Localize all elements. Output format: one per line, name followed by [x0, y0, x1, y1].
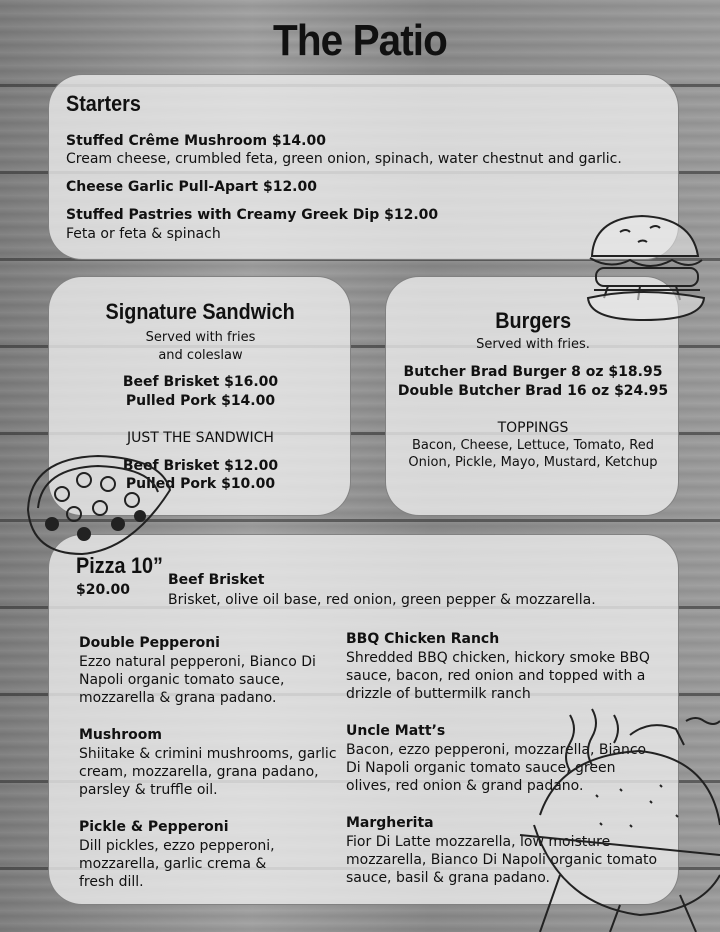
- pizza-desc-line: Dill pickles, ezzo pepperoni,: [79, 838, 275, 854]
- burgers-heading: Burgers: [495, 308, 571, 333]
- pizza-desc-line: Di Napoli organic tomato sauce, green: [346, 760, 616, 776]
- pizza-desc-line: Ezzo natural pepperoni, Bianco Di: [79, 654, 316, 670]
- pizza-desc-line: Fior Di Latte mozzarella, low moisture: [346, 834, 611, 850]
- burger-item: Double Butcher Brad 16 oz $24.95: [397, 383, 669, 399]
- pizza-icon: [22, 450, 174, 560]
- pizza-desc-line: mozzarella & grana padano.: [79, 690, 277, 706]
- pizza-desc-line: mozzarella, Bianco Di Napoli organic tomato: [346, 852, 658, 868]
- toppings-heading: TOPPINGS: [497, 420, 569, 436]
- pizza-name: BBQ Chicken Ranch: [346, 631, 500, 647]
- pizza-name: Double Pepperoni: [79, 635, 220, 651]
- sandwich-heading: Signature Sandwich: [105, 299, 296, 324]
- pizza-name: Mushroom: [79, 727, 162, 743]
- pizza-desc-line: drizzle of buttermilk ranch: [346, 686, 531, 702]
- starter-item-name: Cheese Garlic Pull-Apart $12.00: [66, 179, 317, 195]
- toppings-list: Bacon, Cheese, Lettuce, Tomato, Red: [411, 438, 655, 453]
- pizza-desc-line: parsley & truffle oil.: [79, 782, 218, 798]
- pizza-name: Pickle & Pepperoni: [79, 819, 229, 835]
- pizza-name: Beef Brisket: [168, 572, 265, 588]
- sandwich-item: Beef Brisket $12.00: [122, 458, 279, 474]
- pizza-name: Margherita: [346, 815, 434, 831]
- pizza-desc-line: fresh dill.: [79, 874, 144, 890]
- pizza-name: Uncle Matt’s: [346, 723, 446, 739]
- pizza-desc: Brisket, olive oil base, red onion, green pepper & mozzarella.: [168, 592, 596, 608]
- pizza-desc-line: Shredded BBQ chicken, hickory smoke BBQ: [346, 650, 650, 666]
- burgers-subtitle: Served with fries.: [476, 337, 590, 352]
- starter-item-desc: Feta or feta & spinach: [66, 226, 221, 242]
- pizza-desc-line: mozzarella, garlic crema &: [79, 856, 267, 872]
- pizza-desc-line: Shiitake & crimini mushrooms, garlic: [79, 746, 337, 762]
- pizza-price: $20.00: [76, 582, 131, 598]
- starter-item-name: Stuffed Pastries with Creamy Greek Dip $12.00: [66, 207, 439, 223]
- starters-heading: Starters: [66, 91, 141, 116]
- sandwich-item: Beef Brisket $16.00: [122, 374, 279, 390]
- starter-item-desc: Cream cheese, crumbled feta, green onion, spinach, water chestnut and garlic.: [66, 151, 622, 167]
- sandwich-subtitle: and coleslaw: [158, 348, 243, 363]
- just-sandwich-label: JUST THE SANDWICH: [127, 430, 274, 446]
- toppings-list: Onion, Pickle, Mayo, Mustard, Ketchup: [408, 455, 658, 470]
- sandwich-item: Pulled Pork $14.00: [125, 393, 276, 409]
- burger-icon: [580, 212, 710, 324]
- pizza-desc-line: sauce, basil & grana padano.: [346, 870, 551, 886]
- pizza-desc-line: cream, mozzarella, grana padano,: [79, 764, 319, 780]
- starter-item-name: Stuffed Crême Mushroom $14.00: [66, 133, 326, 149]
- pizza-desc-line: sauce, bacon, red onion and topped with a: [346, 668, 646, 684]
- pizza-heading: Pizza 10”: [76, 553, 163, 578]
- burger-item: Butcher Brad Burger 8 oz $18.95: [403, 364, 663, 380]
- pizza-desc-line: Bacon, ezzo pepperoni, mozzarella, Bianco: [346, 742, 647, 758]
- sandwich-subtitle: Served with fries: [145, 330, 256, 345]
- grill-icon: [500, 705, 720, 932]
- page-title: The Patio: [273, 16, 447, 65]
- pizza-desc-line: olives, red onion & grand padano.: [346, 778, 584, 794]
- pizza-desc-line: Napoli organic tomato sauce,: [79, 672, 285, 688]
- sandwich-item: Pulled Pork $10.00: [125, 476, 276, 492]
